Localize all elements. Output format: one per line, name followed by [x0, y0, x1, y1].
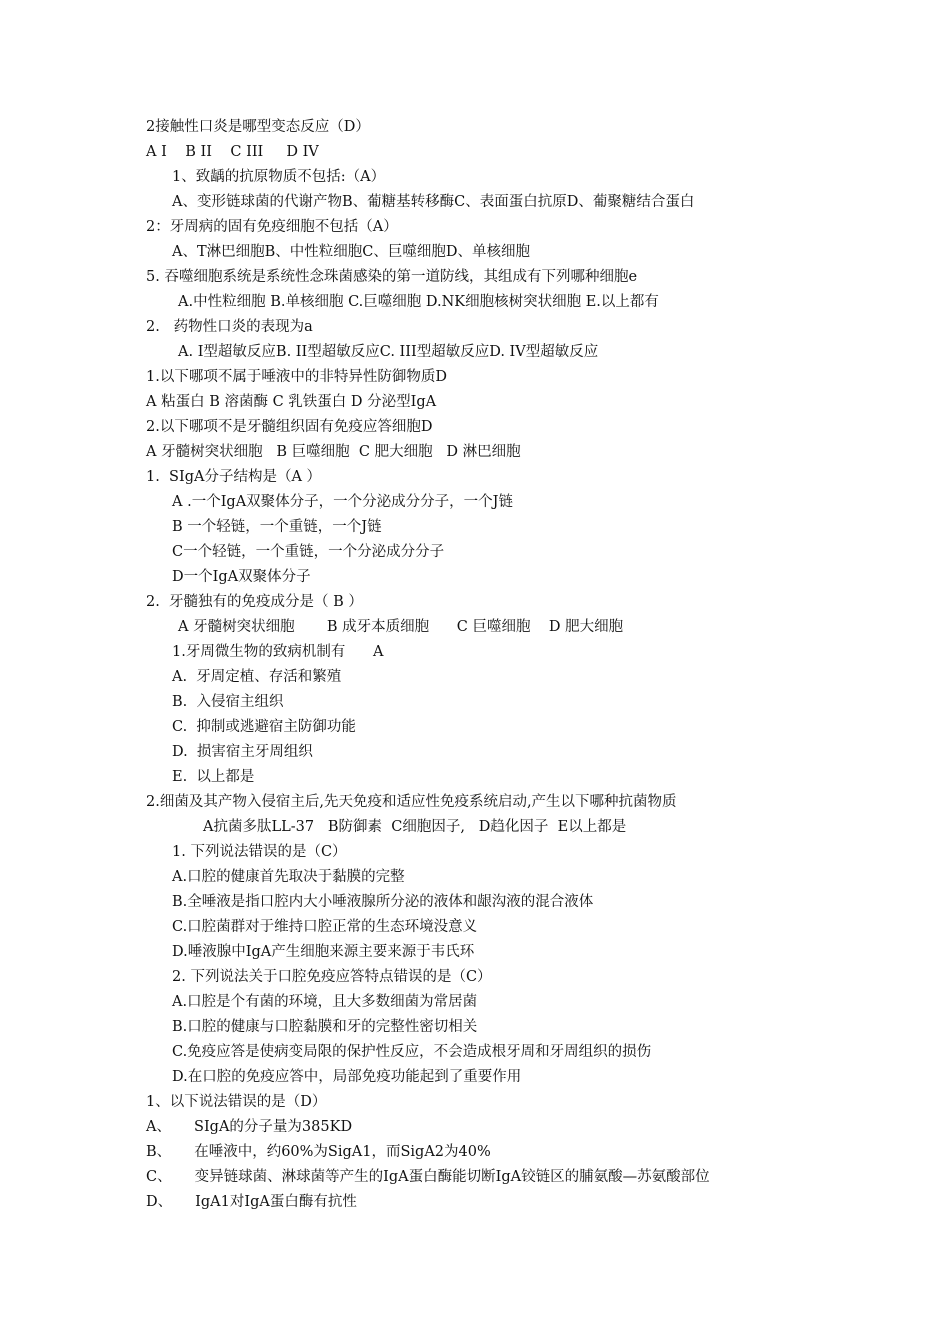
answer-option: D. 损害宿主牙周组织 [172, 744, 313, 760]
question-line: 2. 药物性口炎的表现为a [146, 319, 313, 335]
answer-option: C.口腔菌群对于维持口腔正常的生态环境没意义 [172, 919, 478, 935]
question-line: 1. 下列说法错误的是（C） [172, 844, 347, 860]
answer-option: A .一个IgA双聚体分子，一个分泌成分分子，一个J链 [172, 494, 513, 510]
answer-options: A、T淋巴细胞B、中性粒细胞C、巨噬细胞D、单核细胞 [172, 244, 531, 260]
answer-options: A、变形链球菌的代谢产物B、葡糖基转移酶C、表面蛋白抗原D、葡聚糖结合蛋白 [172, 194, 695, 210]
answer-option: C、 变异链球菌、淋球菌等产生的IgA蛋白酶能切断IgA铰链区的脯氨酸—苏氨酸部位 [146, 1169, 710, 1185]
answer-option: D、 IgA1对IgA蛋白酶有抗性 [146, 1194, 357, 1210]
question-line: 5. 吞噬细胞系统是系统性念珠菌感染的第一道防线，其组成有下列哪种细胞e [146, 269, 638, 285]
answer-option: B.口腔的健康与口腔黏膜和牙的完整性密切相关 [172, 1019, 478, 1035]
question-line: 2：牙周病的固有免疫细胞不包括（A） [146, 219, 398, 235]
answer-options: A.中性粒细胞 B.单核细胞 C.巨噬细胞 D.NK细胞核树突状细胞 E.以上都有 [178, 294, 659, 310]
question-line: 1. SIgA分子结构是（A ） [146, 469, 322, 485]
question-line: 1.牙周微生物的致病机制有 A [172, 644, 384, 660]
answer-option: C.免疫应答是使病变局限的保护性反应，不会造成根牙周和牙周组织的损伤 [172, 1044, 652, 1060]
answer-options: A 牙髓树突状细胞 B 成牙本质细胞 C 巨噬细胞 D 肥大细胞 [178, 619, 624, 635]
answer-option: D.唾液腺中IgA产生细胞来源主要来源于韦氏环 [172, 944, 475, 960]
answer-options: A 牙髓树突状细胞 B 巨噬细胞 C 肥大细胞 D 淋巴细胞 [146, 444, 521, 460]
answer-option: C. 抑制或逃避宿主防御功能 [172, 719, 356, 735]
answer-options: A抗菌多肽LL-37 B防御素 C细胞因子, D趋化因子 E以上都是 [203, 819, 627, 835]
question-line: 1.以下哪项不属于唾液中的非特异性防御物质D [146, 369, 447, 385]
question-line: 2接触性口炎是哪型变态反应（D） [146, 119, 370, 135]
question-line: 2.细菌及其产物入侵宿主后,先天免疫和适应性免疫系统启动,产生以下哪种抗菌物质 [146, 794, 677, 810]
answer-option: E. 以上都是 [172, 769, 255, 785]
answer-option: A.口腔是个有菌的环境，且大多数细菌为常居菌 [172, 994, 478, 1010]
answer-option: A、 SIgA的分子量为385KD [146, 1119, 353, 1135]
answer-option: C一个轻链，一个重链，一个分泌成分分子 [172, 544, 445, 560]
answer-option: B.全唾液是指口腔内大小唾液腺所分泌的液体和龈沟液的混合液体 [172, 894, 594, 910]
question-line: 2. 下列说法关于口腔免疫应答特点错误的是（C） [172, 969, 492, 985]
answer-option: B. 入侵宿主组织 [172, 694, 284, 710]
answer-options: A. I型超敏反应B. II型超敏反应C. III型超敏反应D. IV型超敏反应 [178, 344, 599, 360]
question-line: 1、致龋的抗原物质不包括:（A） [172, 169, 386, 185]
answer-option: D.在口腔的免疫应答中，局部免疫功能起到了重要作用 [172, 1069, 522, 1085]
answer-options: A I B II C III D IV [146, 144, 319, 160]
answer-options: A 粘蛋白 B 溶菌酶 C 乳铁蛋白 D 分泌型IgA [146, 394, 437, 410]
answer-option: B 一个轻链，一个重链，一个J链 [172, 519, 382, 535]
answer-option: A.口腔的健康首先取决于黏膜的完整 [172, 869, 405, 885]
question-line: 1、以下说法错误的是（D） [146, 1094, 327, 1110]
answer-option: A. 牙周定植、存活和繁殖 [172, 669, 342, 685]
question-line: 2.以下哪项不是牙髓组织固有免疫应答细胞D [146, 419, 433, 435]
answer-option: B、 在唾液中，约60%为SigA1，而SigA2为40% [146, 1144, 491, 1160]
question-line: 2. 牙髓独有的免疫成分是（ B ） [146, 594, 363, 610]
answer-option: D一个IgA双聚体分子 [172, 569, 311, 585]
